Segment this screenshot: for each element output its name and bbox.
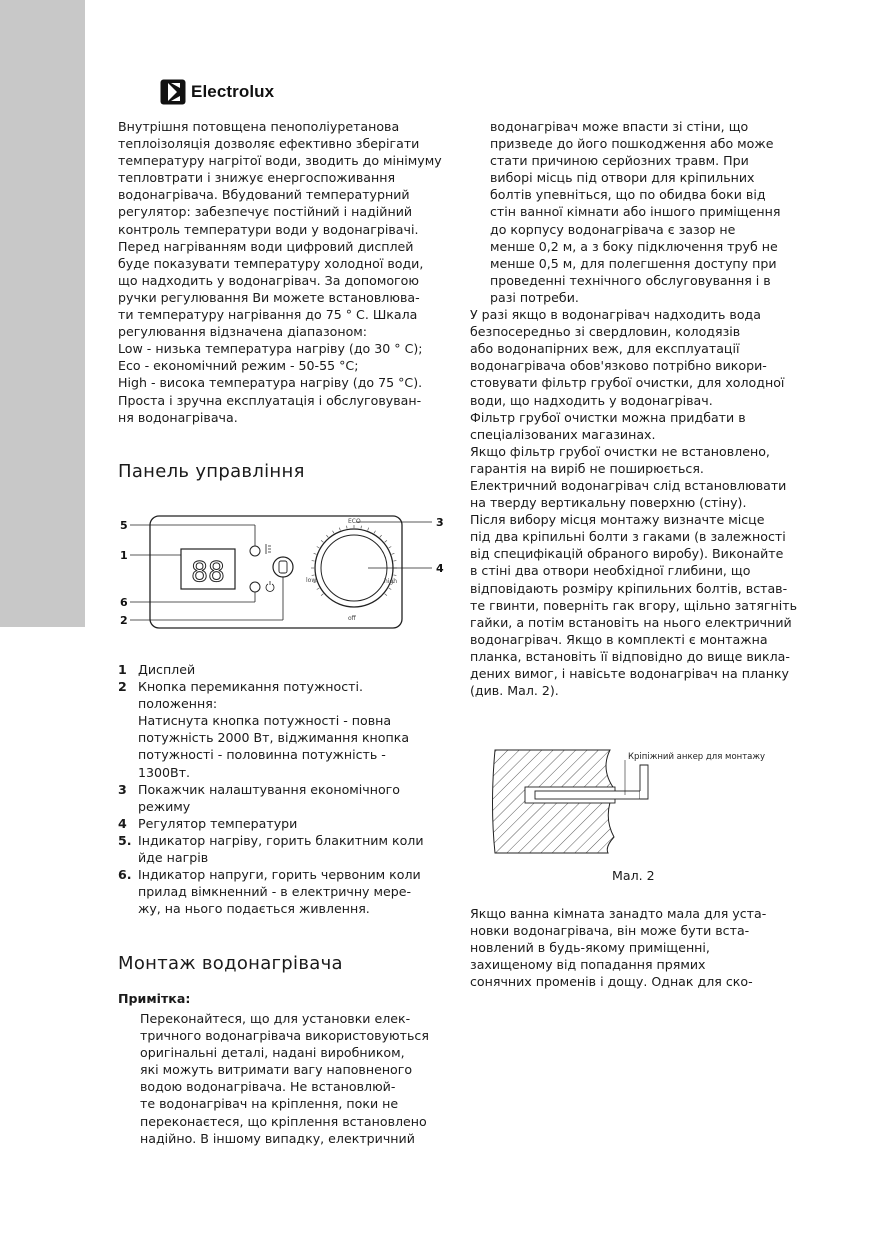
text-line: водонагрівача обов'язково потрібно викори-	[470, 358, 767, 374]
dial-tick	[339, 528, 340, 531]
off-mark-label: off	[348, 615, 356, 622]
text-line: водонагрівач. Якщо в комплекті є монтажна	[470, 631, 768, 647]
legend-line: жу, на нього подається живлення.	[138, 901, 370, 917]
text-line: Eco - економічний режим - 50-55 °С;	[118, 358, 359, 374]
text-line: водонагрівач може впасти зі стіни, що	[490, 119, 749, 134]
text-line: тричного водонагрівача використовуються	[140, 1028, 429, 1044]
dial-tick	[321, 594, 323, 596]
legend-item	[118, 866, 458, 917]
dial-tick	[333, 531, 335, 534]
text-line: Електричний водонагрівач слід встановлювати	[470, 477, 787, 493]
figure-caption: Мал. 2	[612, 868, 655, 883]
legend-number: 4	[118, 815, 127, 831]
text-line: разі потреби.	[490, 289, 579, 305]
text-line: (див. Мал. 2).	[470, 683, 559, 699]
text-line: сонячних променів і дощу. Однак для ско-	[470, 974, 753, 990]
dial-tick	[380, 535, 382, 537]
dial-tick	[389, 547, 392, 549]
text-line: призведе до його пошкодження або може	[490, 136, 774, 152]
text-line: теплоізоляція дозволяє ефективно зберігати	[118, 136, 420, 152]
legend-line: положення:	[138, 696, 218, 712]
text-line: в стіні два отвори необхідної глибини, що	[470, 563, 751, 579]
callout-1: 1	[120, 549, 128, 562]
text-line: що надходить у водонагрівач. За допомогою	[118, 272, 419, 288]
dial-tick	[312, 561, 315, 562]
power-button	[273, 557, 293, 577]
anchor-bolt	[535, 791, 640, 799]
thermometer-icon	[266, 544, 271, 554]
callout-5: 5	[120, 519, 128, 532]
text-line: У разі якщо в водонагрівач надходить вода	[470, 307, 761, 323]
text-line: Після вибору місця монтажу визначте місце	[470, 512, 765, 528]
text-line: стін ванної кімнати або іншого приміщення	[490, 204, 781, 220]
text-line: які можуть витримати вагу наповненого	[140, 1062, 413, 1078]
anchor-figure	[490, 745, 800, 855]
legend-line: Дисплей	[138, 662, 196, 677]
text-line: стовувати фільтр грубої очистки, для холодної	[470, 375, 785, 391]
text-line: безпосередньо зі свердловин, колодязів	[470, 324, 741, 340]
text-line: дених вимог, і навісьте водонагрівач на планку	[470, 666, 790, 681]
text-line: Перед нагріванням води цифровий дисплей	[118, 238, 414, 254]
text-line: Проста і зручна експлуатація і обслуговуван-	[118, 392, 422, 408]
text-line: регулятор: забезпечує постійний і надійний	[118, 204, 413, 220]
brand-logo	[160, 78, 274, 106]
dial-tick	[361, 526, 362, 529]
panel-legend	[118, 661, 458, 917]
text-line: новлений в будь-якому приміщенні,	[470, 940, 710, 956]
text-line: те гвинти, поверніть гак вгору, щільно затягніть	[470, 597, 798, 613]
brand-name: Electrolux	[191, 82, 275, 101]
legend-item	[118, 832, 458, 866]
text-line: водонагрівача. Вбудований температурний	[118, 187, 410, 203]
text-line: буде показувати температуру холодної води,	[118, 255, 424, 271]
anchor-hook	[640, 765, 648, 799]
legend-line: Натиснута кнопка потужності - повна	[138, 713, 392, 729]
bottom-right-text	[470, 905, 766, 990]
text-line: оригінальні деталі, надані виробником,	[140, 1045, 405, 1061]
legend-line: потужності - половинна потужність -	[138, 747, 386, 763]
legend-number: 6.	[118, 867, 132, 883]
high-mark-label: high	[384, 578, 398, 585]
callout-6: 6	[120, 596, 128, 609]
dial-tick	[385, 540, 387, 542]
left-intro	[118, 118, 453, 426]
low-mark-label: low	[306, 577, 317, 584]
text-line: тепловтрати і знижує енергоспоживання	[118, 170, 396, 186]
panel-frame	[150, 516, 402, 628]
dial-tick	[385, 594, 387, 596]
text-line: гайки, а потім встановіть на нього електричний	[470, 614, 792, 630]
text-line: менше 0,2 м, а з боку підключення труб не	[490, 238, 778, 254]
text-line: High - висока температура нагріву (до 75 °С).	[118, 375, 423, 391]
dial-tick	[326, 535, 328, 537]
legend-line: прилад вімкненний - в електричну мере-	[138, 884, 412, 900]
power-indicator	[250, 582, 260, 592]
text-line: захищеному від попадання прямих	[470, 957, 706, 973]
eco-mark-label: ECO	[348, 518, 361, 525]
control-panel-diagram	[118, 510, 458, 635]
text-line: Якщо ванна кімната занадто мала для уста-	[470, 906, 767, 921]
legend-item	[118, 661, 458, 678]
dial-tick	[317, 547, 320, 549]
text-line: ручки регулювання Ви можете встановлюва-	[118, 289, 420, 305]
text-line: до корпусу водонагрівача є зазор не	[490, 221, 736, 237]
text-line: стати причиною серйозних травм. При	[490, 153, 749, 169]
text-line: гарантія на виріб не поширюється.	[470, 460, 704, 476]
display-digits: 88	[191, 555, 225, 588]
legend-line: потужність 2000 Вт, віджимання кнопка	[138, 730, 410, 746]
legend-number: 5.	[118, 832, 132, 848]
text-line: від специфікацій обраного виробу). Виконайте	[470, 546, 784, 562]
dial-tick	[321, 540, 323, 542]
text-line: болтів упевніться, що по обидва боки від	[490, 187, 766, 203]
text-line: менше 0,5 м, для полегшення доступу при	[490, 255, 777, 271]
dial-tick	[393, 575, 396, 576]
note-label: Примітка:	[118, 991, 191, 1006]
legend-line: 1300Вт.	[138, 764, 191, 780]
heat-indicator	[250, 546, 260, 556]
text-line: Переконайтеся, що для установки елек-	[140, 1011, 411, 1026]
text-line: ня водонагрівача.	[118, 409, 238, 425]
legend-item	[118, 815, 458, 832]
side-band	[0, 0, 85, 627]
legend-line: Покажчик налаштування економічного	[138, 781, 400, 797]
legend-line: Індикатор напруги, горить червоним коли	[138, 867, 421, 883]
dial-tick	[392, 553, 395, 554]
legend-item	[118, 678, 458, 781]
text-line: ти температуру нагрівання до 75 ° С. Шкала	[118, 307, 418, 323]
figure-label: Кріпіжний анкер для монтажу	[628, 752, 766, 762]
text-line: під два кріпильні болти з гаками (в залежності	[470, 529, 786, 545]
legend-line: йде нагрів	[138, 850, 209, 866]
text-line: виборі місць під отвори для кріпильних	[490, 170, 755, 186]
callout-3: 3	[436, 516, 444, 529]
legend-line: Кнопка перемикання потужності.	[138, 679, 363, 695]
dial-tick	[314, 553, 317, 554]
right-column	[470, 118, 805, 699]
dial-tick	[389, 588, 392, 590]
dial-tick	[317, 588, 320, 590]
legend-number: 1	[118, 662, 127, 677]
legend-line: режиму	[138, 798, 191, 814]
text-line: Якщо фільтр грубої очистки не встановлено,	[470, 443, 770, 459]
legend-number: 2	[118, 679, 127, 695]
text-line: на тверду вертикальну поверхню (стіну).	[470, 495, 747, 511]
text-line: контроль температури води у водонагрівачі.	[118, 221, 419, 237]
text-line: температуру нагрітої води, зводить до мінімуму	[118, 153, 442, 169]
text-line: регулювання відзначена діапазоном:	[118, 324, 368, 340]
text-line: проведенні технічного обслуговування і в	[490, 272, 771, 288]
callout-4: 4	[436, 562, 444, 575]
legend-number: 3	[118, 781, 127, 797]
dial-tick	[312, 575, 315, 576]
dial-tick	[368, 528, 369, 531]
note-body	[140, 1010, 429, 1147]
text-line: планка, встановіть її відповідно до вище викла-	[470, 648, 790, 664]
dial-tick	[374, 531, 376, 534]
power-symbol-icon	[266, 581, 274, 591]
dial-ticks	[311, 525, 397, 596]
legend-item	[118, 781, 458, 815]
text-line: Low - низька температура нагріву (до 30 ° С);	[118, 341, 423, 357]
text-line: водою водонагрівача. Не встановлюй-	[140, 1079, 396, 1095]
callout-2: 2	[120, 614, 128, 627]
legend-line: Регулятор температури	[138, 815, 298, 831]
dial-tick	[393, 561, 396, 562]
text-line: відповідають розміру кріпильних болтів, встав-	[470, 580, 788, 596]
dial-tick	[347, 526, 348, 529]
text-line: Фільтр грубої очистки можна придбати в	[470, 409, 746, 425]
heading-mounting: Монтаж водонагрівача	[118, 953, 343, 974]
power-button-icon	[279, 561, 287, 573]
text-line: води, що надходить у водонагрівач.	[470, 392, 713, 408]
text-line: або водонапірних веж, для експлуатації	[470, 341, 740, 357]
text-line: надійно. В іншому випадку, електричний	[140, 1130, 415, 1146]
legend-line: Індикатор нагріву, горить блакитним коли	[138, 832, 424, 848]
text-line: новки водонагрівача, він може бути вста-	[470, 923, 750, 939]
text-line: спеціалізованих магазинах.	[470, 426, 656, 442]
text-line: переконаєтеся, що кріплення встановлено	[140, 1113, 427, 1129]
text-line: те водонагрівач на кріплення, поки не	[140, 1096, 399, 1112]
electrolux-logo-icon	[160, 79, 186, 105]
heading-control-panel: Панель управління	[118, 461, 305, 482]
text-line: Внутрішня потовщена пенополіуретанова	[118, 119, 400, 134]
